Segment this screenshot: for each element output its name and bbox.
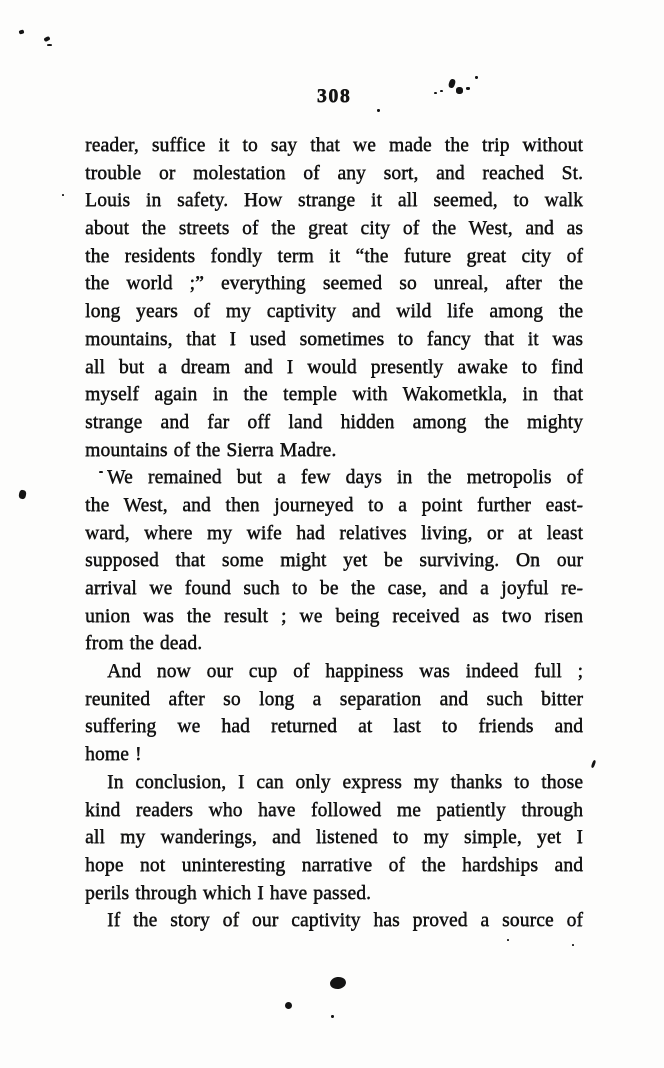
text-line: mountains, that I used sometimes to fancy that it was [85, 328, 583, 350]
text-line: the world ;” everything seemed so unreal, after the [85, 273, 583, 295]
text-line: If the story of our captivity has proved a source of [107, 910, 583, 932]
ink-speck [47, 44, 52, 46]
ink-speck [62, 194, 64, 196]
text-line: about the streets of the great city of the West, and as [85, 218, 583, 240]
text-line: strange and far off land hidden among the mighty [85, 411, 583, 433]
ink-speck [475, 76, 478, 79]
text-line: all my wanderings, and listened to my simple, yet I [85, 827, 583, 849]
text-line: hope not uninteresting narrative of the hardships and [85, 854, 583, 876]
text-line: kind readers who have followed me patiently through [85, 799, 583, 821]
ink-speck [18, 489, 26, 499]
ink-speck [99, 471, 103, 473]
text-line: from the dead. [85, 633, 203, 655]
paragraph [85, 907, 583, 935]
text-line: the West, and then journeyed to a point further east- [85, 494, 583, 516]
text-line: long years of my captivity and wild life among the [85, 301, 583, 323]
text-line: We remained but a few days in the metropolis of [107, 467, 583, 489]
ink-speck [331, 1015, 334, 1018]
text-line: home ! [85, 744, 142, 766]
text-line: Louis in safety. How strange it all seemed, to walk [85, 190, 583, 212]
text-line: supposed that some might yet be surviving. On our [85, 550, 583, 572]
text-line: trouble or molestation of any sort, and reached St. [85, 162, 583, 184]
paragraph [85, 464, 583, 658]
text-line: suffering we had returned at last to friends and [85, 716, 583, 738]
ink-speck [43, 36, 50, 42]
page-number: 308 [316, 85, 352, 107]
ink-speck [285, 1002, 292, 1009]
ink-speck [329, 976, 347, 990]
ink-speck [440, 90, 443, 92]
text-line: arrival we found such to be the case, and a joyful re- [85, 578, 583, 599]
text-body [85, 132, 583, 935]
text-line: reunited after so long a separation and such bitter [85, 688, 583, 710]
ink-speck [456, 87, 463, 94]
ink-speck [466, 87, 470, 90]
paragraph [85, 769, 583, 907]
ink-speck [377, 109, 380, 112]
ink-speck [591, 760, 597, 769]
text-line: union was the result ; we being received as two risen [85, 605, 583, 627]
ink-speck [434, 92, 437, 94]
text-line: And now our cup of happiness was indeed full ; [107, 661, 583, 683]
text-line: all but a dream and I would presently awake to find [85, 356, 583, 378]
text-line: mountains of the Sierra Madre. [85, 439, 337, 461]
ink-speck [19, 29, 25, 34]
text-line: ward, where my wife had relatives living, or at least [85, 522, 583, 544]
text-line: myself again in the temple with Wakometkla, in that [85, 384, 583, 406]
text-line: reader, suffice it to say that we made the trip without [85, 135, 583, 156]
text-line: In conclusion, I can only express my thanks to those [107, 771, 583, 793]
paragraph [85, 658, 583, 769]
ink-speck [507, 939, 509, 941]
paragraph [85, 132, 583, 464]
text-line: the residents fondly term it “the future great city of [85, 245, 583, 267]
ink-speck [572, 944, 574, 946]
text-line: perils through which I have passed. [85, 882, 372, 904]
